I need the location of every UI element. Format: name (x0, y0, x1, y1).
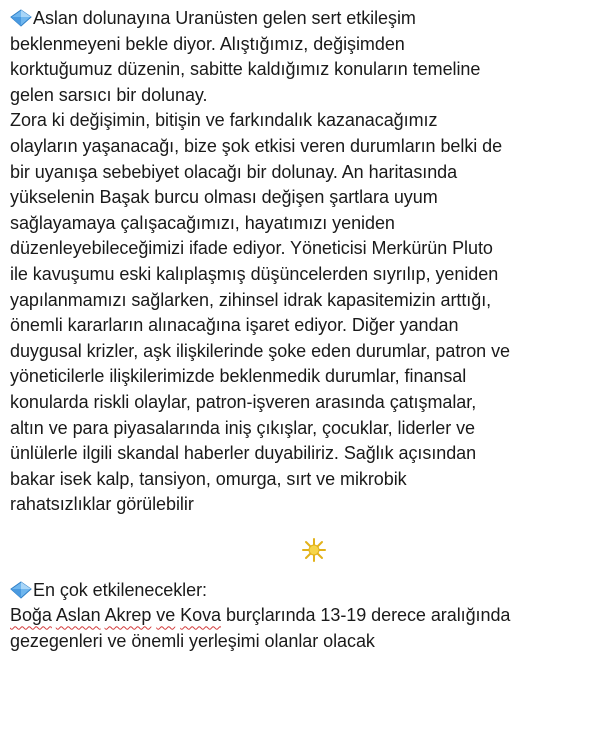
sign-ve: ve (156, 605, 176, 626)
intro-line: önemli kararların alınacağına işaret ediyor. Diğer yandan (10, 315, 459, 336)
sign-akrep: Akrep (104, 605, 152, 626)
intro-line: yükselenin Başak burcu olması değişen şartlara uyum (10, 187, 438, 208)
intro-line-text: Aslan dolunayına Uranüsten gelen sert etkileşim (33, 8, 416, 28)
sign-kova: Kova (180, 605, 221, 626)
intro-line: ile kavuşumu eski kalıplaşmış düşüncelerden sıyrılıp, yeniden (10, 263, 499, 284)
affected-line1-rest: burçlarında 13-19 derece aralığında (221, 605, 511, 626)
intro-line (10, 6, 595, 32)
affected-line2: gezegenleri ve önemli yerleşimi olanlar olacak (10, 631, 375, 652)
intro-line: gelen sarsıcı bir dolunay. (10, 84, 208, 105)
sign-boga: Boğa (10, 605, 52, 626)
intro-line: ünlülerle ilgili skandal haberler duyabiliriz. Sağlık açısından (10, 443, 477, 464)
intro-line: olayların yaşanacağı, bize şok etkisi veren durumların belki de (10, 135, 503, 156)
intro-line: bir uyanışa sebebiyet olacağı bir dolunay. An haritasında (10, 161, 458, 182)
intro-line: beklenmeyeni bekle diyor. Alıştığımız, değişimden (10, 33, 405, 54)
paragraph-affected (10, 578, 595, 655)
affected-heading: En çok etkilenecekler: (33, 579, 207, 600)
blue-diamond-icon (10, 581, 32, 599)
affected-signs-line (10, 603, 595, 629)
sparkle-icon (302, 538, 326, 562)
intro-line: rahatsızlıklar görülebilir (10, 494, 194, 515)
paragraph-intro (10, 6, 595, 518)
intro-line: Zora ki değişimin, bitişin ve farkındalık kazanacağımız (10, 110, 438, 131)
sign-aslan: Aslan (55, 605, 101, 626)
intro-line: altın ve para piyasalarında iniş çıkışlar, çocuklar, liderler ve (10, 417, 476, 438)
intro-line: konularda riskli olaylar, patron-işveren arasında çatışmalar, (10, 391, 477, 412)
post-body (10, 6, 595, 655)
divider (10, 518, 595, 578)
intro-line: düzenleyebileceğimizi ifade ediyor. Yöneticisi Merkürün Pluto (10, 238, 493, 259)
intro-line: korktuğumuz düzenin, sabitte kaldığımız konuların temeline (10, 59, 481, 80)
blue-diamond-icon (10, 9, 32, 27)
intro-line: bakar isek kalp, tansiyon, omurga, sırt ve mikrobik (10, 468, 407, 489)
affected-heading-line (10, 578, 595, 604)
intro-line: yapılanmamızı sağlarken, zihinsel idrak kapasitemizin arttığı, (10, 289, 492, 310)
intro-line: duygusal krizler, aşk ilişkilerinde şoke eden durumlar, patron ve (10, 340, 511, 361)
intro-line: yöneticilerle ilişkilerimizde beklenmedik durumlar, finansal (10, 366, 467, 387)
intro-line: sağlayamaya çalışacağımızı, hayatımızı yeniden (10, 212, 395, 233)
